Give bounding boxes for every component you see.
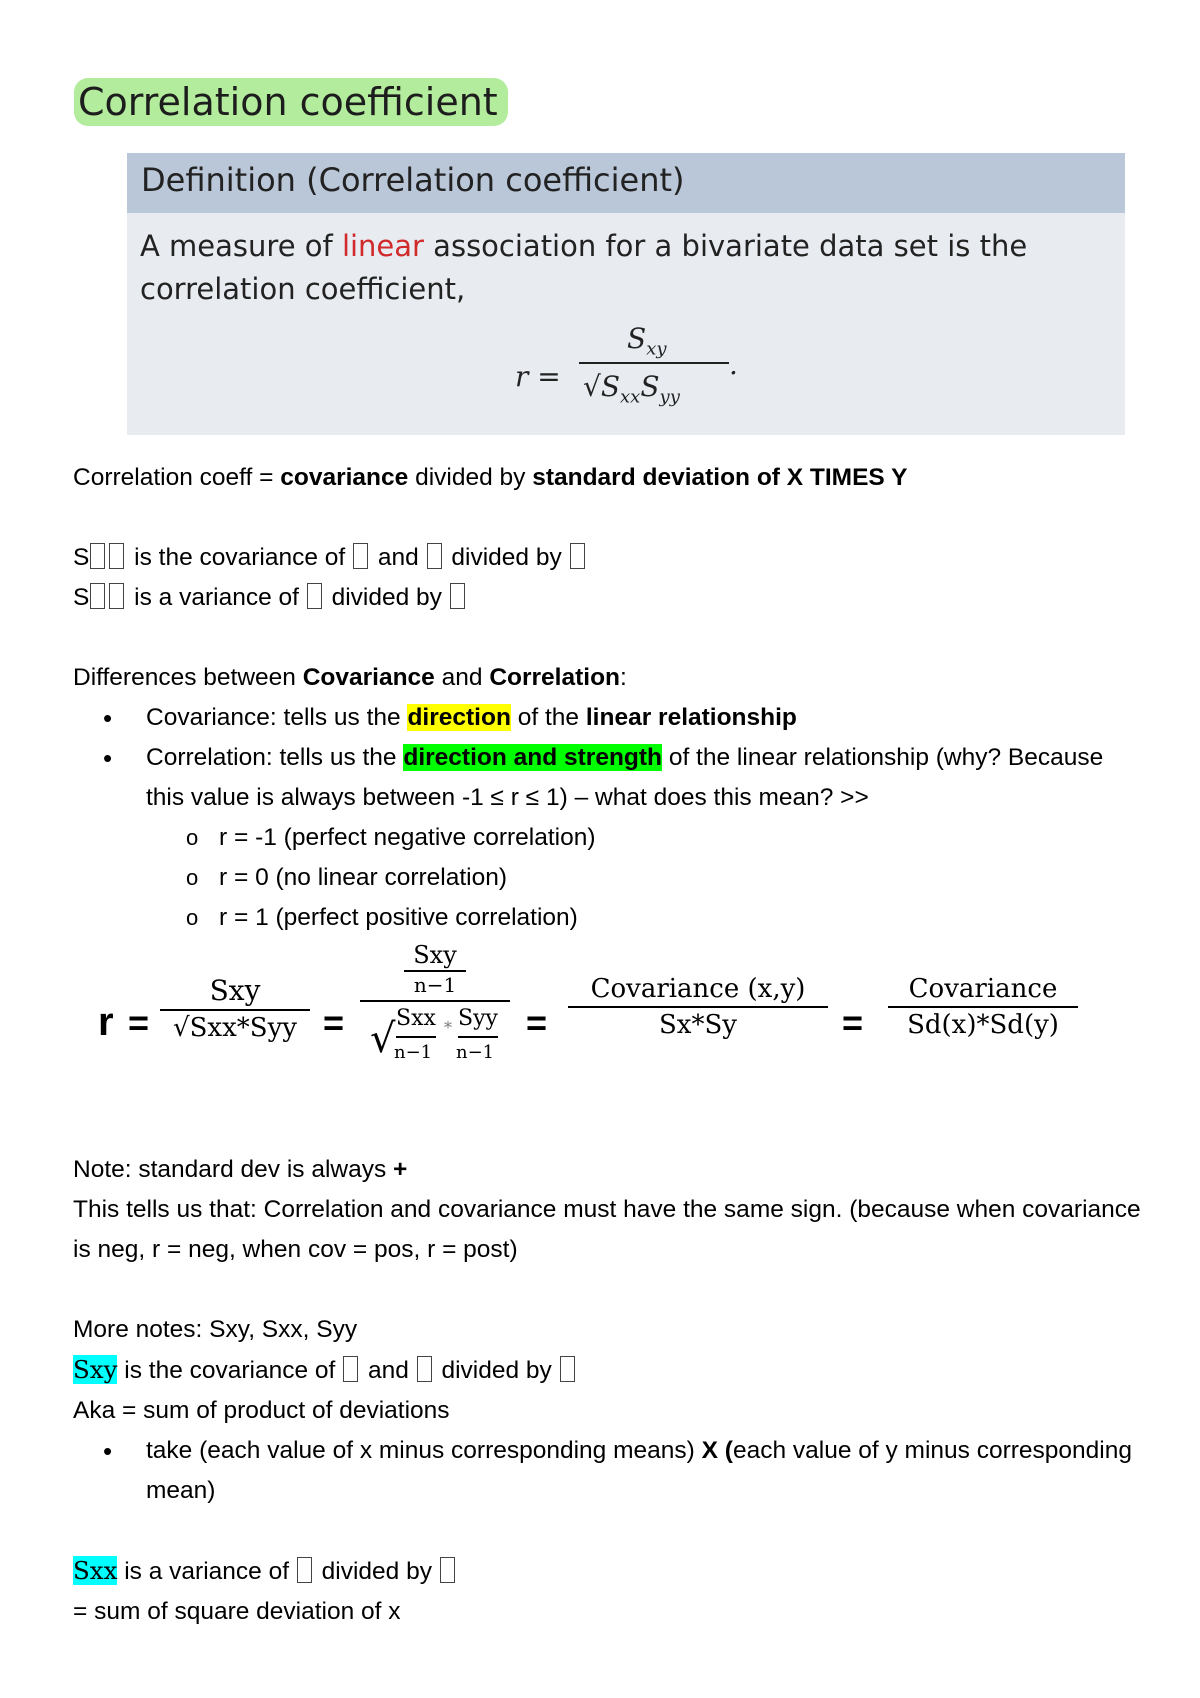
cov-bold: linear relationship xyxy=(585,704,797,731)
definition-text-part: A measure of xyxy=(140,229,342,263)
formula-period: . xyxy=(729,348,738,381)
fraction-2 xyxy=(360,940,510,1074)
fraction-2-n1-right: n−1 xyxy=(456,1042,495,1063)
fraction-2-sxx: Sxx xyxy=(396,1006,436,1031)
fraction-1-line xyxy=(160,1009,310,1011)
formula-fraction-line xyxy=(579,362,729,364)
formula-num-sub: xy xyxy=(646,338,667,360)
formula-den-mid: S xyxy=(640,370,660,403)
diff-and: and xyxy=(434,664,490,691)
take-text: each value of y minus corresponding mean) xyxy=(146,1437,1132,1504)
missing-glyph-icon xyxy=(109,543,124,569)
missing-glyph-icon xyxy=(353,543,368,569)
missing-glyph-icon xyxy=(427,543,442,569)
fraction-2-n1-left: n−1 xyxy=(394,1042,433,1063)
missing-glyph-icon xyxy=(297,1557,312,1583)
intro-bold-sd: standard deviation of X TIMES Y xyxy=(532,464,908,491)
definition-header-text: Definition (Correlation coefficient) xyxy=(141,161,685,199)
take-x: X ( xyxy=(701,1437,733,1464)
s-line-2 xyxy=(73,578,468,618)
fraction-2-num-bottom: n−1 xyxy=(413,973,457,997)
sxx-highlight: Sxx xyxy=(73,1556,118,1585)
missing-glyph-icon xyxy=(450,583,465,609)
missing-glyph-icon xyxy=(417,1356,432,1382)
notes-section xyxy=(73,1150,1143,1632)
formula-lhs: r = xyxy=(515,360,561,393)
sxy-text: divided by xyxy=(441,1357,559,1384)
fraction-1-num: Sxy xyxy=(209,974,261,1007)
note-plus: + xyxy=(393,1156,408,1183)
fraction-4-line xyxy=(888,1006,1078,1008)
s-line-text: is the covariance of xyxy=(134,544,346,571)
fraction-3-line xyxy=(568,1006,828,1008)
missing-glyph-icon xyxy=(560,1356,575,1382)
fraction-4 xyxy=(888,974,1078,1040)
fraction-4-den: Sd(x)*Sd(y) xyxy=(907,1010,1059,1040)
intro-middle: divided by xyxy=(408,464,533,491)
cor-highlight: direction and strength xyxy=(403,744,663,771)
intro-prefix: Correlation coeff = xyxy=(73,464,281,491)
formula-den-sub1: xx xyxy=(620,386,641,408)
s-label: S xyxy=(73,584,90,611)
fraction-2-times: * xyxy=(444,1018,452,1037)
fraction-3-den: Sx*Sy xyxy=(659,1010,737,1040)
fraction-2-sxx-line xyxy=(396,1036,436,1038)
formula-r: r xyxy=(98,1000,114,1044)
note-line: This tells us that: Correlation and covariance must have the same sign. (because when covariance is neg, r = neg, when cov = pos, r = post) xyxy=(73,1196,1141,1263)
list-item: o r = -1 (perfect negative correlation) xyxy=(73,818,1133,858)
cor-text: Correlation: tells us the xyxy=(146,744,404,771)
fraction-2-num-top: Sxy xyxy=(413,941,457,969)
note-text: Note: standard dev is always xyxy=(73,1156,394,1183)
sqrt-icon: √ xyxy=(370,1016,396,1062)
missing-glyph-icon xyxy=(90,583,105,609)
definition-text-part: association for a bivariate data set is the correlation coefficient, xyxy=(140,229,1028,306)
missing-glyph-icon xyxy=(570,543,585,569)
sxx-text: is a variance of xyxy=(117,1558,296,1585)
cov-highlight: direction xyxy=(407,704,511,731)
definition-header xyxy=(127,153,1125,213)
fraction-2-line xyxy=(360,1000,510,1002)
missing-glyph-icon xyxy=(343,1356,358,1382)
take-text: take (each value of x minus corresponding means) xyxy=(146,1437,702,1464)
list-item xyxy=(73,698,1133,738)
more-notes-line: More notes: Sxy, Sxx, Syy xyxy=(73,1316,358,1343)
big-formula xyxy=(98,941,1118,1130)
sxy-text: and xyxy=(367,1357,416,1384)
fraction-3 xyxy=(568,974,828,1040)
note-line xyxy=(73,1150,1143,1190)
list-item xyxy=(73,1431,1143,1511)
sum-square-line: = sum of square deviation of x xyxy=(73,1598,401,1625)
cor-text: of the linear relationship (why? Because this value is always between -1 ≤ r ≤ 1) – what does this mean? >> xyxy=(146,744,1104,811)
missing-glyph-icon xyxy=(90,543,105,569)
missing-glyph-icon xyxy=(307,583,322,609)
formula-den-sub2: yy xyxy=(659,386,680,408)
spacer xyxy=(73,1511,1143,1551)
intro-line xyxy=(73,458,907,498)
page-title: Correlation coefficient xyxy=(74,78,508,126)
fraction-2-syy-line xyxy=(458,1036,498,1038)
formula-equals: = xyxy=(526,1002,548,1043)
list-item: o r = 0 (no linear correlation) xyxy=(73,858,1133,898)
list-item: o r = 1 (perfect positive correlation) xyxy=(73,898,1133,938)
sxy-text: is the covariance of xyxy=(117,1357,343,1384)
sxx-text: divided by xyxy=(321,1558,439,1585)
s-line-text: and xyxy=(377,544,419,571)
fraction-4-num: Covariance xyxy=(908,974,1058,1004)
cov-text: Covariance: tells us the xyxy=(146,704,408,731)
differences-heading xyxy=(73,658,1133,698)
spacer xyxy=(73,1270,1143,1310)
aka-line: Aka = sum of product of deviations xyxy=(73,1397,450,1424)
intro-bold-covariance: covariance xyxy=(280,464,409,491)
take-list xyxy=(73,1431,1143,1511)
fraction-1 xyxy=(160,974,310,1043)
fraction-1-den: √Sxx*Syy xyxy=(173,1013,297,1043)
diff-colon: : xyxy=(620,664,627,691)
cov-text: of the xyxy=(510,704,586,731)
diff-prefix: Differences between xyxy=(73,664,303,691)
sxx-line xyxy=(73,1551,1143,1592)
sxy-line xyxy=(73,1350,1143,1391)
fraction-2-syy: Syy xyxy=(458,1006,498,1031)
formula-equals: = xyxy=(842,1002,864,1043)
diff-bold-covariance: Covariance xyxy=(302,664,435,691)
differences-section xyxy=(73,658,1133,938)
differences-list xyxy=(73,698,1133,818)
s-line-1 xyxy=(73,538,588,578)
formula-numerator xyxy=(627,322,667,360)
formula-equals: = xyxy=(323,1002,345,1043)
s-line-text: divided by xyxy=(331,584,442,611)
formula-num-s: S xyxy=(627,322,647,355)
r-values-list xyxy=(73,818,1133,938)
s-line-text: divided by xyxy=(451,544,562,571)
missing-glyph-icon xyxy=(440,1557,455,1583)
s-line-text: is a variance of xyxy=(134,584,299,611)
formula-equals: = xyxy=(128,1002,150,1043)
missing-glyph-icon xyxy=(109,583,124,609)
definition-text xyxy=(140,225,1120,311)
list-item xyxy=(73,738,1133,818)
definition-highlight: linear xyxy=(341,229,424,263)
fraction-3-num: Covariance (x,y) xyxy=(590,974,806,1004)
s-label: S xyxy=(73,544,90,571)
fraction-2-den xyxy=(360,1004,510,1074)
formula-den-s: √S xyxy=(583,370,621,403)
formula-denominator xyxy=(583,370,680,408)
sxy-highlight: Sxy xyxy=(73,1355,118,1384)
diff-bold-correlation: Correlation xyxy=(489,664,621,691)
